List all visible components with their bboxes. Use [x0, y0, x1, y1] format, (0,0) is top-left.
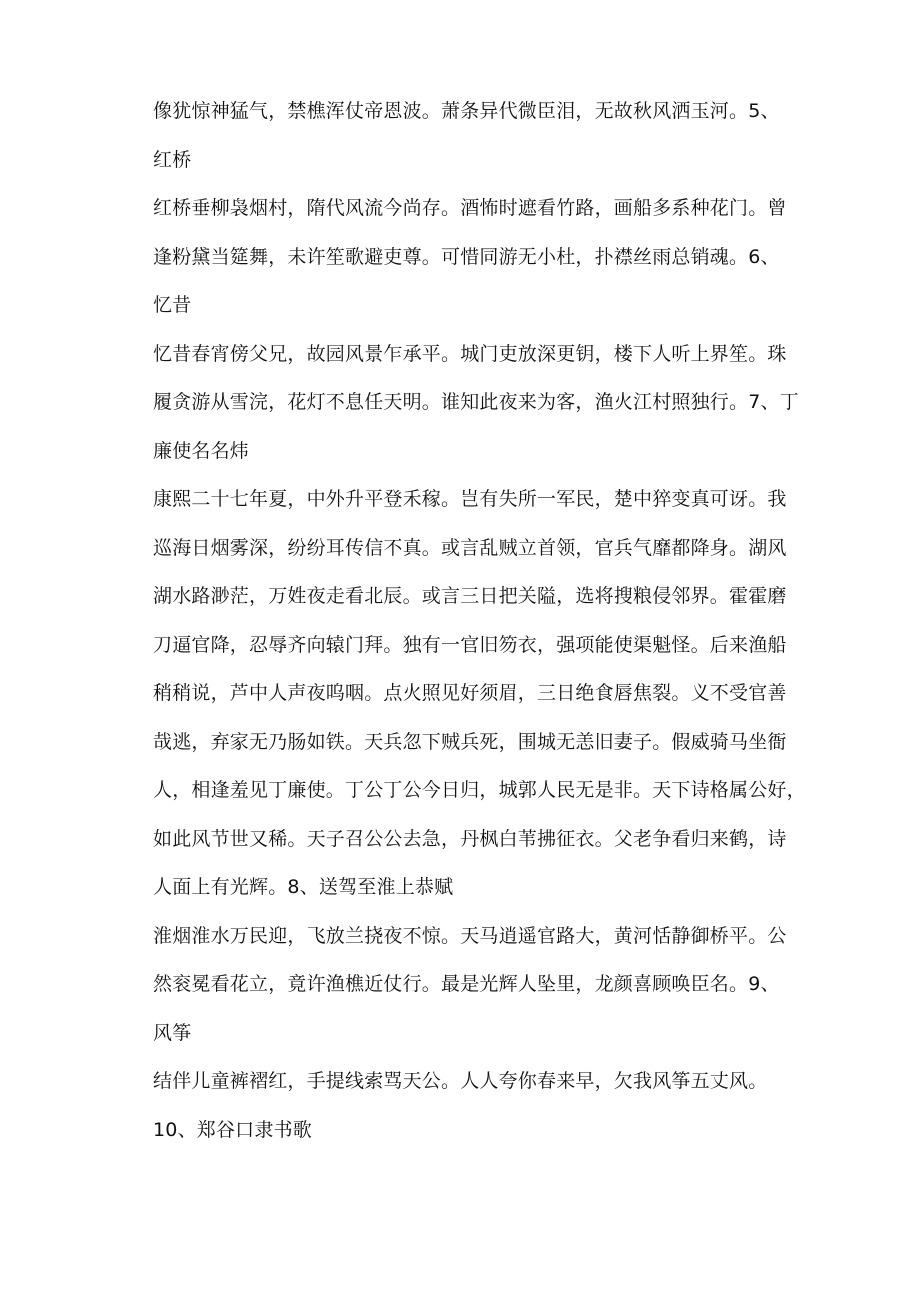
- text-line: 刀逼官降，忍辱齐向辕门拜。独有一官旧笏衣，强项能使渠魁怪。后来渔船: [153, 633, 787, 656]
- text-line: 逢粉黛当筵舞，未许笙歌避吏尊。可惜同游无小杜，扑襟丝雨总销魂。6、: [153, 245, 780, 268]
- text-line: 如此风节世又稀。天子召公公去急，丹枫白苇拂征衣。父老争看归来鹤，诗: [153, 827, 787, 850]
- text-line: 忆昔春宵傍父兄，故园风景乍承平。城门吏放深更钥，楼下人听上界笙。珠: [153, 342, 787, 365]
- text-line: 履贪游从雪浣，花灯不息任天明。谁知此夜来为客，渔火江村照独行。7、丁: [153, 391, 799, 413]
- text-line: 人面上有光辉。8、送驾至淮上恭赋: [153, 876, 454, 898]
- text-line: 湖水路渺茫，万姓夜走看北辰。或言三日把关隘，选将搜粮侵邻界。霍霍磨: [153, 585, 787, 607]
- text-line: 淮烟淮水万民迎，飞放兰挠夜不惊。天马逍遥官路大，黄河恬静御桥平。公: [153, 924, 787, 947]
- text-line: 结伴儿童裤褶红，手提线索骂天公。人人夸你春来早，欠我风筝五丈风。: [153, 1070, 768, 1092]
- text-line: 像犹惊神猛气，禁樵浑仗帝恩波。萧条异代微臣泪，无故秋风洒玉河。5、: [153, 100, 780, 122]
- section-heading: 红桥: [153, 148, 192, 171]
- text-line: 稍稍说，芦中人声夜呜咽。点火照见好须眉，三日绝食唇焦裂。义不受官善: [153, 682, 787, 704]
- text-line: 然衮冕看花立，竟许渔樵近仗行。最是光辉人坠里，龙颜喜顾唤臣名。9、: [153, 973, 780, 995]
- text-line: 红桥垂柳袅烟村，隋代风流今尚存。酒怖时遮看竹路，画船多系种花门。曾: [153, 197, 787, 219]
- text-line: 康熙二十七年夏，中外升平登禾稼。岂有失所一军民，楚中猝变真可讶。我: [153, 488, 787, 510]
- poem-text-block: [153, 87, 813, 1154]
- text-line: 哉逃，弃家无乃肠如铁。天兵忽下贼兵死，围城无恙旧妻子。假威骑马坐衙: [153, 730, 787, 753]
- text-line: 人，相逢羞见丁廉使。丁公丁公今日归，城郭人民无是非。天下诗格属公好，: [153, 779, 806, 801]
- section-heading: 风筝: [153, 1021, 192, 1044]
- text-line: 巡海日烟雾深，纷纷耳传信不真。或言乱贼立首领，官兵气靡都降身。湖风: [153, 536, 787, 559]
- section-heading: 10、郑谷口隶书歌: [153, 1118, 312, 1141]
- section-heading: 忆昔: [153, 294, 192, 316]
- section-heading: 廉使名名炜: [153, 439, 250, 462]
